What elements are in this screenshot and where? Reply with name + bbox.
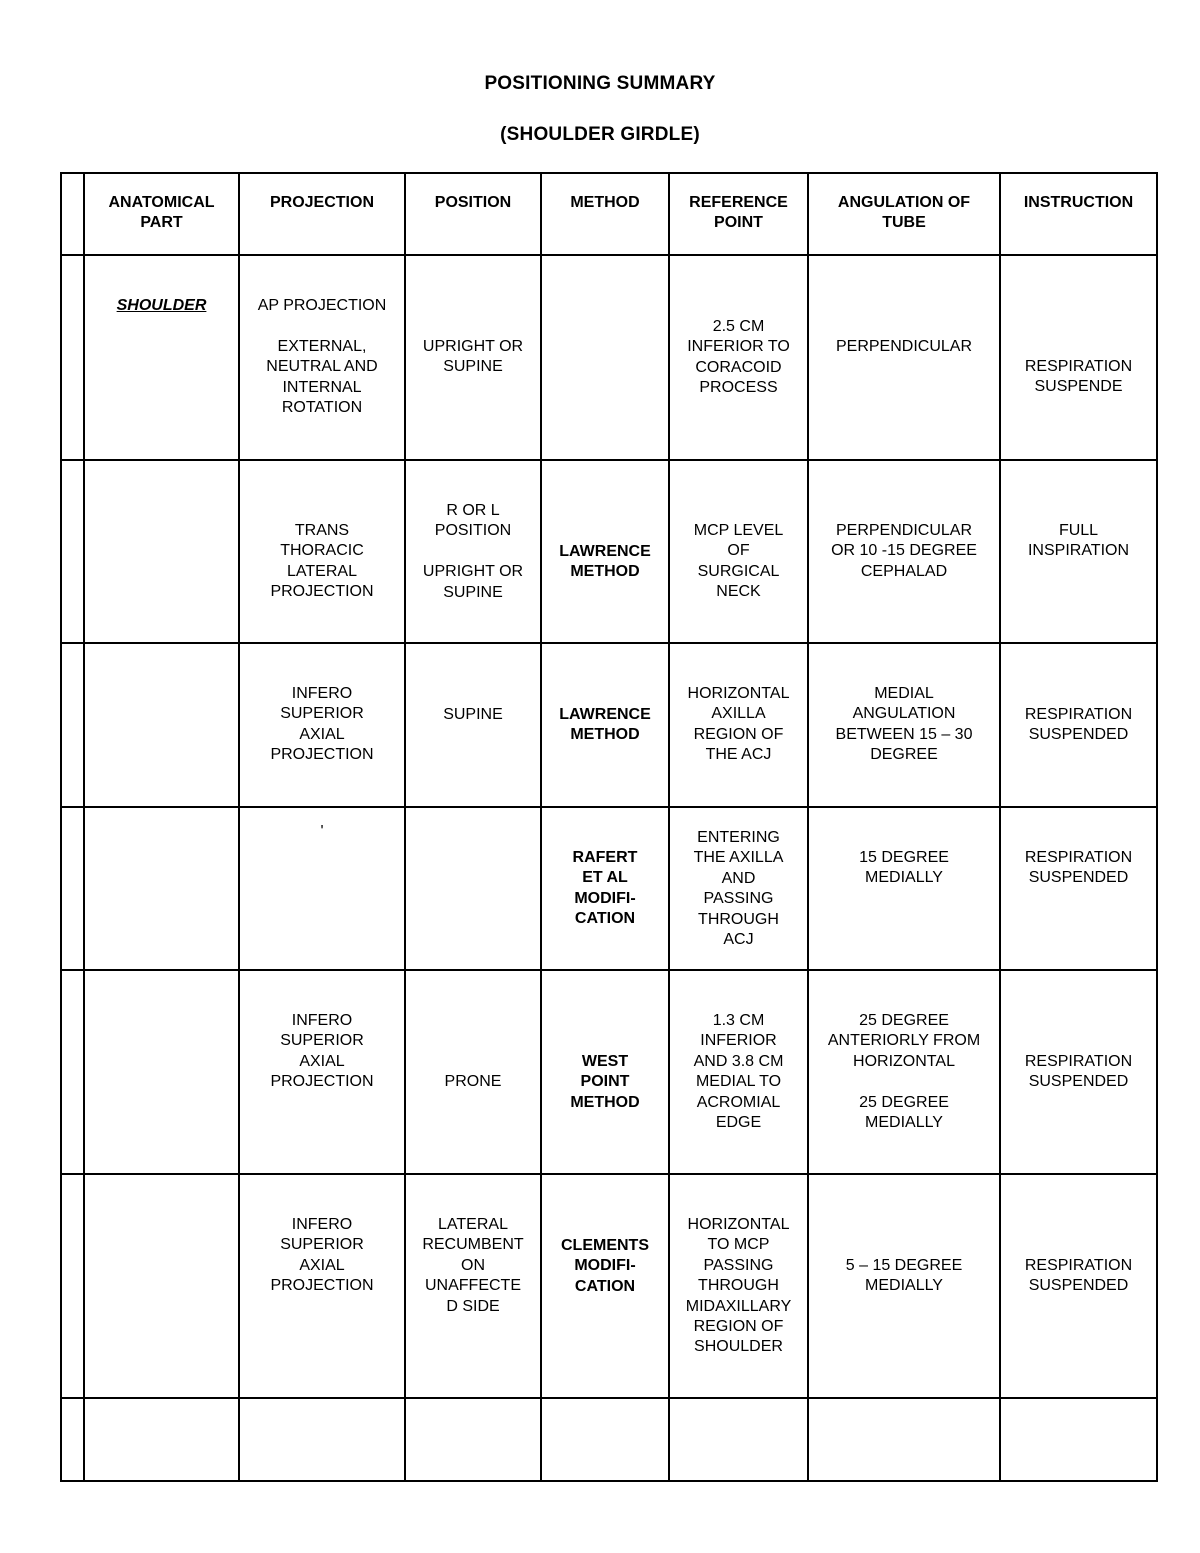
cell-text-line: THROUGH — [698, 910, 779, 928]
cell-text-line: SUPERIOR — [280, 705, 364, 723]
cell-text-line: AXIAL — [299, 1052, 345, 1070]
cell-anatomical-part — [84, 643, 239, 807]
cell-position — [405, 970, 541, 1174]
cell-text-line: PERPENDICULAR — [835, 338, 973, 355]
cell-text-line: ET AL — [582, 869, 628, 887]
cell-text-line: AND — [721, 869, 756, 887]
cell-projection — [239, 255, 405, 460]
header-projection — [239, 173, 405, 255]
cell-text-line: THROUGH — [698, 1277, 779, 1295]
cell-instruction — [1000, 460, 1157, 643]
cell-anatomical-part — [84, 460, 239, 643]
header-row — [61, 173, 1157, 255]
cell-method — [541, 1398, 669, 1481]
cell-text-line: INSTRUCTION — [1023, 194, 1134, 211]
cell-text-line: ANGULATION — [852, 705, 956, 723]
cell-position — [405, 1174, 541, 1398]
cell-text-line: SHOULDER — [116, 297, 207, 314]
row-index-cell — [61, 1398, 84, 1481]
cell-text-line: LATERAL — [438, 1216, 508, 1233]
cell-text-line: MEDIALLY — [865, 1277, 943, 1295]
cell-reference-point — [669, 643, 808, 807]
cell-text-line: PROJECTION — [270, 746, 374, 764]
cell-text-line: RESPIRATION — [1024, 1053, 1133, 1070]
cell-text-line: MODIFI- — [574, 1257, 636, 1275]
cell-text-line: INFERO — [291, 1216, 353, 1233]
cell-text-line: RECUMBENT — [422, 1236, 524, 1254]
cell-text-line: INTERNAL — [282, 378, 362, 396]
cell-text-line: ANATOMICAL — [108, 194, 215, 211]
header-instruction — [1000, 173, 1157, 255]
header-anatomical-part — [84, 173, 239, 255]
cell-text-line: REGION OF — [693, 1318, 784, 1336]
cell-method — [541, 255, 669, 460]
header-angulation — [808, 173, 1000, 255]
cell-text-line: RESPIRATION — [1024, 358, 1133, 375]
cell-text-line: INFERIOR — [700, 1032, 777, 1050]
cell-text-line: OR 10 -15 DEGREE — [831, 542, 977, 560]
cell-text-line: MEDIALLY — [865, 1114, 943, 1132]
cell-text-line: PART — [140, 214, 183, 232]
cell-text-line: PROJECTION — [269, 194, 374, 211]
cell-text-line: HORIZONTAL — [853, 1052, 955, 1070]
cell-instruction — [1000, 807, 1157, 970]
cell-reference-point — [669, 970, 808, 1174]
cell-text-line: INFERIOR TO — [687, 338, 790, 356]
cell-method — [541, 643, 669, 807]
cell-text-line: SUPINE — [443, 358, 503, 376]
cell-angulation — [808, 970, 1000, 1174]
cell-text-line: POINT — [580, 1073, 630, 1091]
cell-text-line: RESPIRATION — [1024, 706, 1133, 723]
cell-text-line: LAWRENCE — [559, 543, 651, 560]
cell-text-line: MEDIALLY — [865, 869, 943, 887]
cell-text-line: SUSPENDED — [1028, 726, 1129, 744]
cell-anatomical-part — [84, 255, 239, 460]
cell-text-line: THORACIC — [280, 542, 364, 560]
cell-text-line: CATION — [574, 1277, 636, 1295]
cell-text-line: INSPIRATION — [1027, 542, 1130, 560]
cell-text-line: EDGE — [715, 1114, 762, 1132]
cell-text-line: EXTERNAL, — [277, 337, 367, 355]
cell-text-line: D SIDE — [446, 1297, 500, 1315]
cell-text-line: SUSPENDED — [1028, 869, 1129, 887]
cell-text-line: PROCESS — [699, 379, 778, 397]
cell-text-line: HORIZONTAL — [687, 1216, 790, 1233]
positioning-table — [60, 172, 1158, 1482]
cell-text-line: THE ACJ — [705, 746, 772, 764]
cell-position — [405, 255, 541, 460]
table-row — [61, 970, 1157, 1174]
header-method — [541, 173, 669, 255]
cell-text-line — [246, 316, 398, 336]
cell-text-line: MCP LEVEL — [693, 522, 784, 539]
cell-text-line: POINT — [714, 214, 763, 232]
table-row — [61, 1174, 1157, 1398]
cell-angulation — [808, 460, 1000, 643]
cell-method — [541, 1174, 669, 1398]
cell-text-line: R OR L — [446, 502, 500, 519]
cell-text-line: TO MCP — [707, 1236, 770, 1254]
cell-text-line: MODIFI- — [574, 889, 636, 907]
header-index-cell — [61, 173, 84, 255]
cell-instruction — [1000, 1174, 1157, 1398]
cell-text-line: CATION — [574, 910, 636, 928]
cell-text-line: INFERO — [291, 685, 353, 702]
cell-reference-point — [669, 1398, 808, 1481]
cell-reference-point — [669, 460, 808, 643]
cell-projection — [239, 807, 405, 970]
cell-text-line: ANTERIORLY FROM — [827, 1032, 981, 1050]
cell-projection — [239, 460, 405, 643]
cell-text-line: AXIAL — [299, 725, 345, 743]
cell-text-line: CLEMENTS — [561, 1237, 649, 1254]
cell-text-line: PASSING — [703, 1256, 774, 1274]
cell-text-line: CEPHALAD — [860, 562, 948, 580]
cell-anatomical-part — [84, 807, 239, 970]
cell-text-line: SUSPENDE — [1034, 378, 1123, 396]
row-index-cell — [61, 255, 84, 460]
page-title: POSITIONING SUMMARY — [484, 73, 716, 94]
cell-text-line: MEDIAL TO — [695, 1073, 782, 1091]
cell-text-line: NEUTRAL AND — [266, 358, 378, 376]
cell-text-line: PROJECTION — [270, 1277, 374, 1295]
cell-text-line: LAWRENCE — [559, 706, 651, 723]
cell-reference-point — [669, 1174, 808, 1398]
cell-text-line: SHOULDER — [694, 1338, 783, 1356]
cell-text-line: RAFERT — [572, 849, 638, 866]
cell-text-line: AND 3.8 CM — [693, 1052, 784, 1070]
cell-text-line: 1.3 CM — [712, 1012, 765, 1029]
cell-position — [405, 807, 541, 970]
page-subtitle: (SHOULDER GIRDLE) — [500, 124, 700, 145]
cell-text-line: 25 DEGREE — [859, 1012, 949, 1029]
cell-text-line — [815, 1072, 993, 1092]
cell-text-line: ACROMIAL — [696, 1093, 781, 1111]
cell-text-line: SUPINE — [443, 583, 503, 601]
cell-text-line: WEST — [581, 1053, 629, 1070]
cell-position — [405, 643, 541, 807]
cell-projection — [239, 1174, 405, 1398]
cell-text-line: REFERENCE — [689, 194, 788, 211]
cell-method — [541, 460, 669, 643]
cell-method — [541, 807, 669, 970]
cell-text-line: METHOD — [570, 194, 640, 211]
cell-anatomical-part — [84, 1174, 239, 1398]
cell-angulation — [808, 807, 1000, 970]
cell-text-line: METHOD — [570, 563, 640, 581]
cell-position — [405, 460, 541, 643]
cell-text-line: PRONE — [444, 1073, 502, 1090]
cell-text-line: ENTERING — [697, 829, 780, 846]
cell-text-line: AXIAL — [299, 1256, 345, 1274]
cell-text-line: 25 DEGREE — [859, 1093, 949, 1111]
cell-angulation — [808, 1398, 1000, 1481]
cell-instruction — [1000, 1398, 1157, 1481]
cell-text-line: AP PROJECTION — [257, 297, 387, 314]
cell-text-line: ' — [320, 823, 324, 840]
cell-projection — [239, 1398, 405, 1481]
row-index-cell — [61, 1174, 84, 1398]
row-index-cell — [61, 807, 84, 970]
cell-text-line: PASSING — [703, 890, 774, 908]
cell-text-line: ANGULATION OF — [837, 194, 971, 211]
cell-angulation — [808, 255, 1000, 460]
cell-projection — [239, 970, 405, 1174]
cell-text-line: SUPERIOR — [280, 1032, 364, 1050]
header-position — [405, 173, 541, 255]
cell-text-line: MEDIAL — [874, 685, 934, 702]
cell-reference-point — [669, 807, 808, 970]
cell-text-line: SUPERIOR — [280, 1236, 364, 1254]
cell-projection — [239, 643, 405, 807]
cell-text-line: SUSPENDED — [1028, 1073, 1129, 1091]
cell-text-line: UPRIGHT OR — [422, 338, 524, 355]
cell-text-line: OF — [727, 542, 750, 560]
cell-text-line: THE AXILLA — [693, 849, 784, 867]
cell-text-line: BETWEEN 15 – 30 — [835, 725, 973, 743]
cell-method — [541, 970, 669, 1174]
cell-text-line: UNAFFECTE — [425, 1277, 521, 1295]
row-index-cell — [61, 460, 84, 643]
cell-text-line: PROJECTION — [270, 1073, 374, 1091]
cell-text-line: DEGREE — [870, 746, 938, 764]
cell-text-line: SUPINE — [443, 706, 503, 723]
cell-angulation — [808, 1174, 1000, 1398]
cell-text-line: CORACOID — [695, 358, 782, 376]
cell-text-line: TUBE — [882, 214, 926, 232]
cell-text-line: SUSPENDED — [1028, 1277, 1129, 1295]
table-row — [61, 807, 1157, 970]
cell-text-line: RESPIRATION — [1024, 849, 1133, 866]
cell-text-line: METHOD — [570, 726, 640, 744]
cell-text-line: SURGICAL — [697, 562, 780, 580]
cell-text-line: METHOD — [570, 1093, 640, 1111]
header-reference-point — [669, 173, 808, 255]
cell-text-line: 15 DEGREE — [859, 849, 949, 866]
cell-text-line: ACJ — [723, 931, 754, 949]
cell-text-line: MIDAXILLARY — [685, 1297, 792, 1315]
cell-text-line: NECK — [716, 583, 761, 601]
cell-position — [405, 1398, 541, 1481]
cell-angulation — [808, 643, 1000, 807]
cell-instruction — [1000, 255, 1157, 460]
cell-text-line: ROTATION — [281, 399, 363, 417]
cell-text-line: UPRIGHT OR — [422, 563, 524, 581]
cell-text-line: AXILLA — [711, 705, 766, 723]
table-row — [61, 460, 1157, 643]
cell-instruction — [1000, 643, 1157, 807]
cell-text-line: POSITION — [434, 522, 512, 540]
row-index-cell — [61, 643, 84, 807]
cell-text-line: TRANS — [294, 522, 350, 539]
cell-text-line: FULL — [1058, 522, 1099, 539]
cell-text-line: REGION OF — [693, 725, 784, 743]
row-index-cell — [61, 970, 84, 1174]
cell-instruction — [1000, 970, 1157, 1174]
table-row — [61, 1398, 1157, 1481]
cell-text-line: HORIZONTAL — [687, 685, 790, 702]
table-row — [61, 255, 1157, 460]
cell-text-line: 5 – 15 DEGREE — [845, 1257, 963, 1274]
cell-text-line: POSITION — [434, 194, 512, 211]
cell-anatomical-part — [84, 970, 239, 1174]
cell-text-line: 2.5 CM — [712, 318, 765, 335]
cell-text-line: ON — [461, 1256, 485, 1274]
cell-reference-point — [669, 255, 808, 460]
cell-text-line: RESPIRATION — [1024, 1257, 1133, 1274]
cell-text-line: PROJECTION — [270, 583, 374, 601]
cell-text-line: LATERAL — [287, 562, 357, 580]
cell-text-line: PERPENDICULAR — [835, 522, 973, 539]
cell-text-line: INFERO — [291, 1012, 353, 1029]
cell-text-line — [412, 542, 534, 562]
cell-anatomical-part — [84, 1398, 239, 1481]
table-row — [61, 643, 1157, 807]
